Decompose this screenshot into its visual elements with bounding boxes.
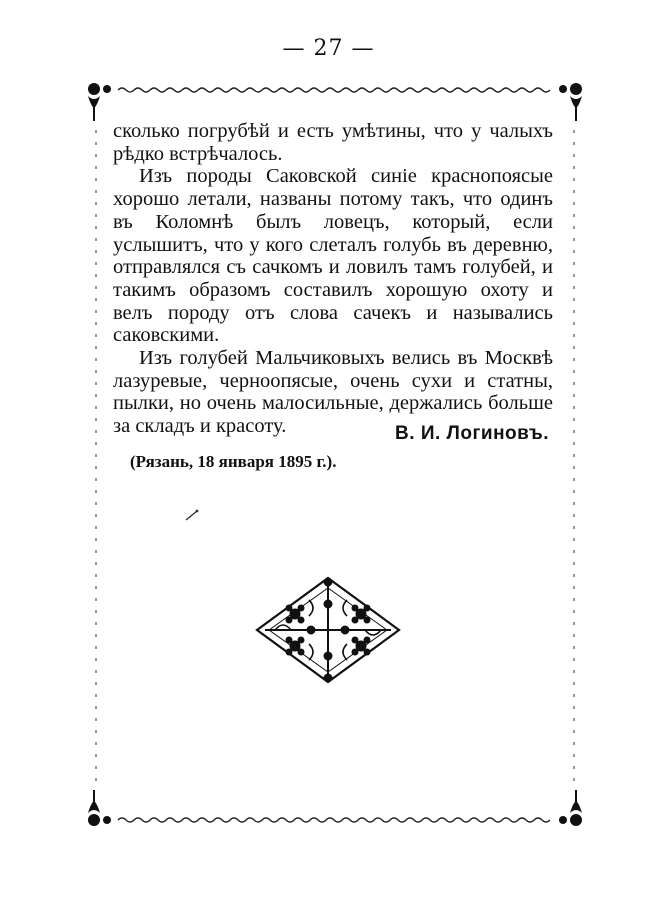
ink-mark: [184, 508, 200, 522]
dateline: (Рязань, 18 января 1895 г.).: [130, 452, 337, 471]
page-number: — 27 —: [282, 36, 375, 61]
paragraph-2: Изъ породы Саковской синіе краснопоясые хорошо летали, названы потому такъ, что одинъ въ Коломнѣ былъ ловецъ, который, если услышитъ, что у кого слеталъ голубь въ деревню, отправлялся съ сачкомъ и ловилъ тамъ голубей, и такимъ образомъ составилъ хорошую охоту и велъ породу отъ слова сачекъ и назывались саковскими.: [113, 165, 553, 347]
article-body: [113, 120, 553, 438]
corner-ornament-top-left: [88, 83, 111, 121]
corner-ornament-bottom-right: [559, 790, 582, 826]
corner-ornament-bottom-left: [88, 790, 111, 826]
bottom-border-rule: [118, 818, 550, 822]
floral-vignette-ornament: [253, 574, 403, 686]
corner-ornament-top-right: [559, 83, 582, 121]
author-signature: В. И. Логиновъ.: [395, 423, 549, 444]
top-border-rule: [118, 88, 550, 92]
paragraph-1: сколько погрубѣй и есть умѣтины, что у чалыхъ рѣдко встрѣчалось.: [113, 120, 553, 165]
paragraph-3: Изъ голубей Мальчиковыхъ велись въ Москвѣ лазуревые, черноопясые, очень сухи и статны, пылки, но очень малосильные, держались больше за складъ и красоту.: [113, 347, 553, 438]
